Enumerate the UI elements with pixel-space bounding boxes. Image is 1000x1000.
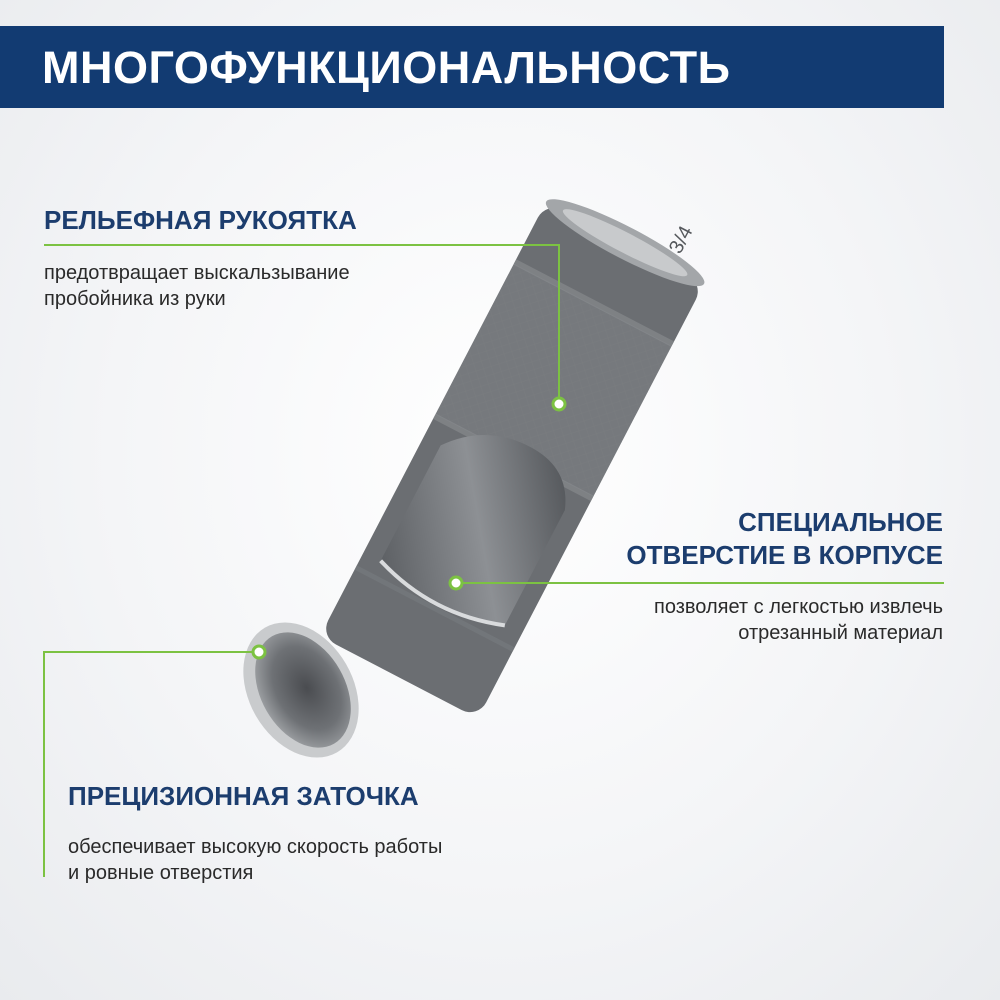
- marker-dot-grip: [553, 398, 565, 410]
- marker-dot-edge: [253, 646, 265, 658]
- callout-opening-desc-line2: отрезанный материал: [738, 622, 943, 644]
- callout-opening-desc-line1: позволяет с легкостью извлечь: [653, 596, 943, 618]
- callout-opening-title-line2: ОТВЕРСТИЕ В КОРПУСЕ: [626, 540, 943, 570]
- page-title: МНОГОФУНКЦИОНАЛЬНОСТЬ: [42, 42, 731, 93]
- callout-edge-desc-line1: обеспечивает высокую скорость работы: [68, 836, 443, 858]
- callout-opening-title-line1: СПЕЦИАЛЬНОЕ: [738, 507, 943, 537]
- callout-edge-title: ПРЕЦИЗИОННАЯ ЗАТОЧКА: [68, 781, 419, 811]
- size-marking: 3/4: [664, 222, 698, 258]
- callout-grip-desc-line1: предотвращает выскальзывание: [44, 262, 350, 284]
- callout-grip-title: РЕЛЬЕФНАЯ РУКОЯТКА: [44, 205, 357, 235]
- marker-dot-opening: [450, 577, 462, 589]
- callout-grip-desc-line2: пробойника из руки: [44, 288, 226, 310]
- callout-edge-desc-line2: и ровные отверстия: [68, 862, 254, 884]
